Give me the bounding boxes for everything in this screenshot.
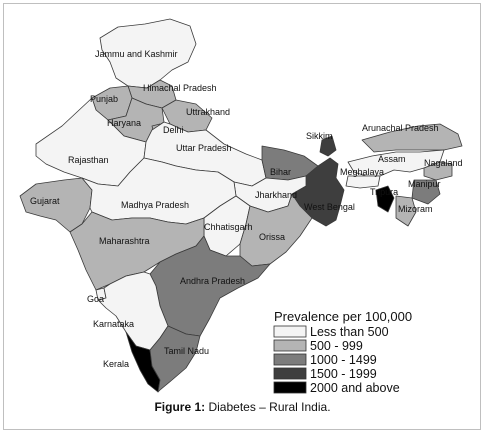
label-andhra-pradesh: Andhra Pradesh <box>180 276 246 286</box>
label-madhya-pradesh: Madhya Pradesh <box>121 200 190 210</box>
legend-item <box>274 381 400 395</box>
label-uttar-pradesh: Uttar Pradesh <box>176 143 232 153</box>
legend-item <box>274 339 363 353</box>
label-kerala: Kerala <box>103 359 130 369</box>
label-goa: Goa <box>87 294 105 304</box>
legend-swatch-3 <box>274 368 306 379</box>
label-arunachal-pradesh: Arunachal Pradesh <box>362 123 439 133</box>
label-mizoram: Mizoram <box>398 204 433 214</box>
label-rajasthan: Rajasthan <box>68 155 109 165</box>
label-himachal-pradesh: Himachal Pradesh <box>143 83 217 93</box>
caption-figure-label: Figure 1: <box>154 400 206 414</box>
label-punjab: Punjab <box>90 94 119 104</box>
figure-caption <box>0 400 485 414</box>
label-jammu-kashmir: Jammu and Kashmir <box>95 49 178 59</box>
legend-swatch-0 <box>274 326 306 337</box>
legend-item <box>274 367 377 381</box>
legend <box>274 309 412 395</box>
label-delhi: Delhi <box>163 125 184 135</box>
legend-item <box>274 353 377 367</box>
legend-swatch-4 <box>274 382 306 393</box>
label-manipur: Manipur <box>408 179 441 189</box>
legend-label-4: 2000 and above <box>310 381 400 395</box>
label-assam: Assam <box>378 154 406 164</box>
label-west-bengal: West Bengal <box>304 202 355 212</box>
label-meghalaya: Meghalaya <box>340 167 385 177</box>
label-sikkim: Sikkim <box>306 131 333 141</box>
legend-swatch-1 <box>274 340 306 351</box>
label-karnataka: Karnataka <box>93 319 135 329</box>
legend-title: Prevalence per 100,000 <box>274 309 413 324</box>
label-orissa: Orissa <box>259 232 286 242</box>
legend-item <box>274 325 389 339</box>
legend-label-2: 1000 - 1499 <box>310 353 377 367</box>
label-tripura: Tripura <box>370 187 399 197</box>
label-maharashtra: Maharashtra <box>99 236 150 246</box>
label-chhattisgarh: Chhatisgarh <box>204 222 253 232</box>
label-tamil-nadu: Tamil Nadu <box>164 346 210 356</box>
caption-text: Diabetes – Rural India. <box>205 400 331 414</box>
legend-label-3: 1500 - 1999 <box>310 367 377 381</box>
label-gujarat: Gujarat <box>30 196 60 206</box>
label-jharkhand: Jharkhand <box>255 190 298 200</box>
label-nagaland: Nagaland <box>424 158 463 168</box>
label-bihar: Bihar <box>270 167 292 177</box>
legend-label-0: Less than 500 <box>310 325 389 339</box>
label-uttarakhand: Uttrakhand <box>186 107 231 117</box>
label-haryana: Haryana <box>107 118 142 128</box>
legend-swatch-2 <box>274 354 306 365</box>
legend-label-1: 500 - 999 <box>310 339 363 353</box>
